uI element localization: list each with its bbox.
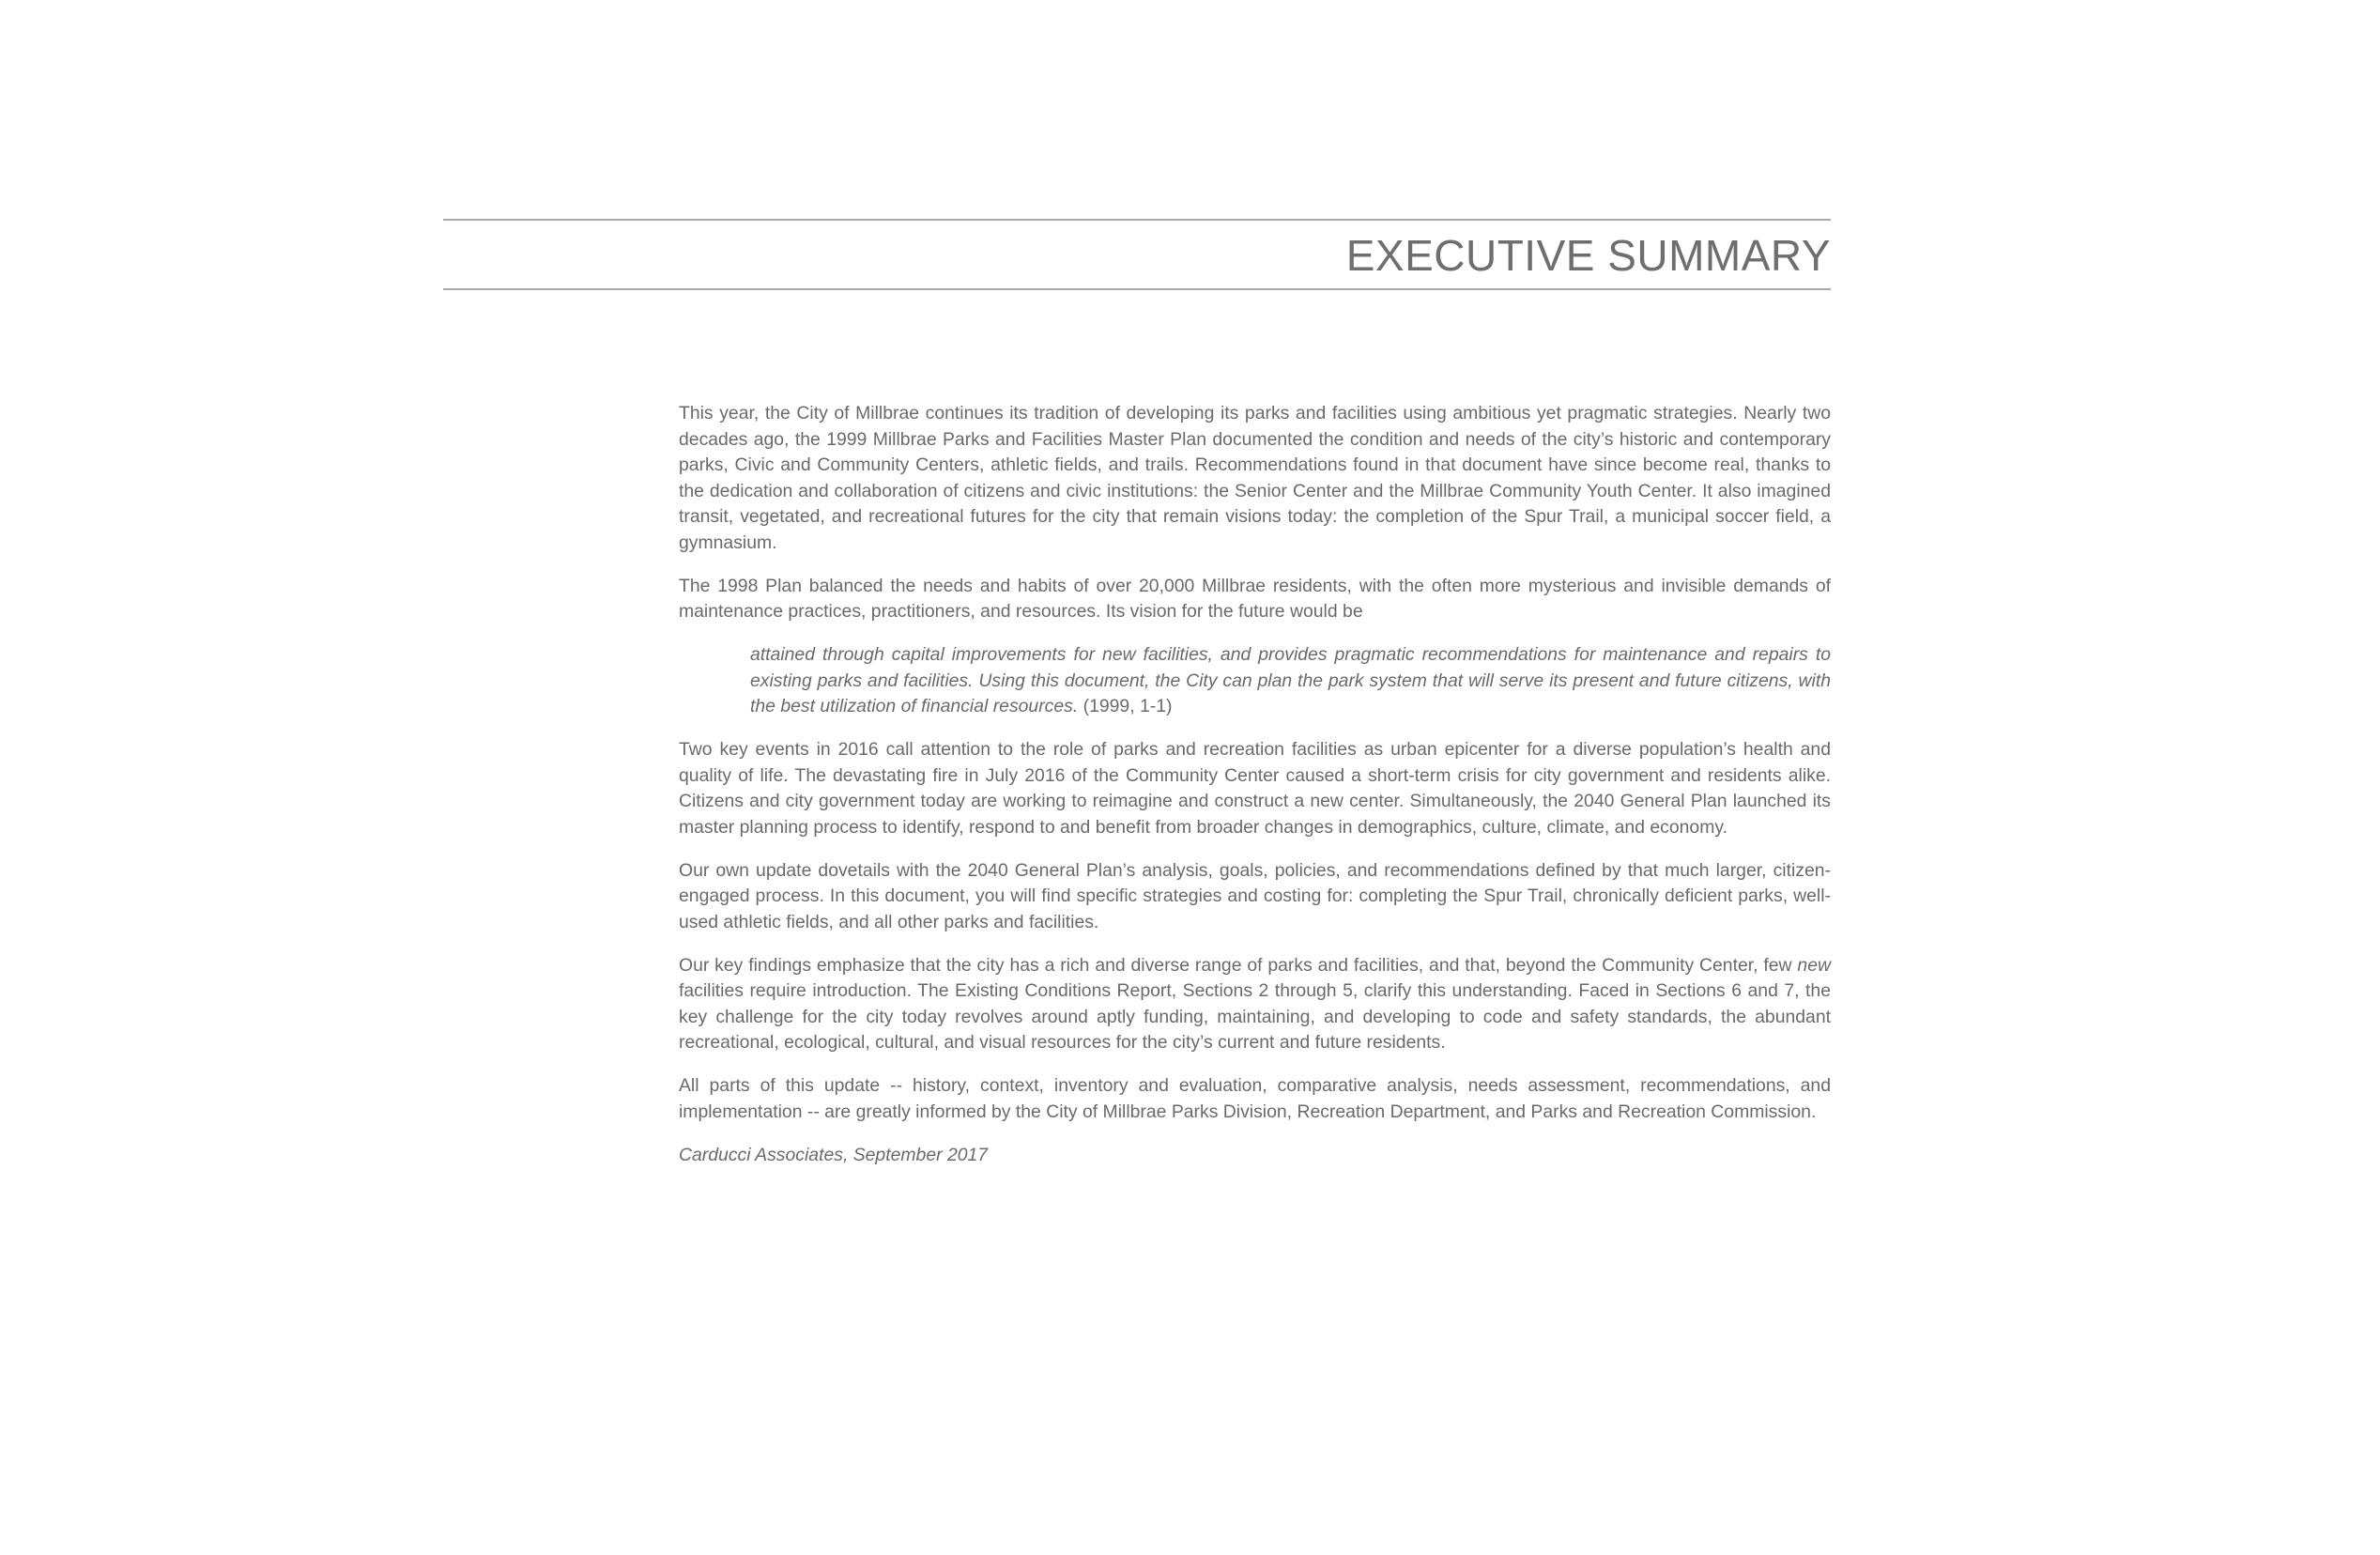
paragraph-5-emphasis: new <box>1797 954 1831 976</box>
block-quote <box>750 642 1831 720</box>
paragraph-2: The 1998 Plan balanced the needs and habits of over 20,000 Millbrae residents, with the often more mysterious and invisible demands of maintenance practices, practitioners, and resources. Its vision for the future would be <box>679 575 1831 622</box>
paragraph-5-start: Our key findings emphasize that the city has a rich and diverse range of parks and facilities, and that, beyond the Community Center, few <box>679 954 1798 976</box>
section-title: EXECUTIVE SUMMARY <box>1345 231 1831 280</box>
paragraph-1: This year, the City of Millbrae continues its tradition of developing its parks and facilities using ambitious yet pragmatic strategies. Nearly two decades ago, the 1999 Millbrae Parks and Facilities Master Plan documented the condition and needs of the city’s historic and contemporary parks, Civic and Community Centers, athletic fields, and trails. Recommendations found in that document have since become real, thanks to the dedication and collaboration of citizens and civic institutions: the Senior Center and the Millbrae Community Youth Center. It also imagined transit, vegetated, and recreational futures for the city that remain visions today: the completion of the Spur Trail, a municipal soccer field, a gymnasium. <box>679 403 1831 553</box>
quote-text: attained through capital improvements for new facilities, and provides pragmatic recommendations for maintenance and repairs to existing parks and facilities. Using this document, the City can plan the park system that will serve its present and future citizens, with the best utilization of financial resources. <box>750 644 1831 716</box>
header-top-rule <box>443 219 1831 221</box>
paragraph-5-end: facilities require introduction. The Existing Conditions Report, Sections 2 through 5, clarify this understanding. Faced in Sections 6 and 7, the key challenge for the city today revolves around aptly funding, maintaining, and developing to code and safety standards, the abundant recreational, ecological, cultural, and visual resources for the city’s current and future residents. <box>679 980 1831 1053</box>
signoff: Carducci Associates, September 2017 <box>679 1144 989 1165</box>
paragraph-6: All parts of this update -- history, context, inventory and evaluation, comparative analysis, needs assessment, recommendations, and implementation -- are greatly informed by the City of Millbrae Parks Division, Recreation Department, and Parks and Recreation Commission. <box>679 1075 1831 1122</box>
paragraph-5 <box>679 953 1831 1056</box>
paragraph-3: Two key events in 2016 call attention to the role of parks and recreation facilities as urban epicenter for a diverse population’s health and quality of life. The devastating fire in July 2016 of the Community Center caused a short-term crisis for city government and residents alike. Citizens and city government today are working to reimagine and construct a new center. Simultaneously, the 2040 General Plan launched its master planning process to identify, respond to and benefit from broader changes in demographics, culture, climate, and economy. <box>679 739 1831 838</box>
paragraph-4: Our own update dovetails with the 2040 General Plan’s analysis, goals, policies, and recommendations defined by that much larger, citizen-engaged process. In this document, you will find specific strategies and costing for: completing the Spur Trail, chronically deficient parks, well-used athletic fields, and all other parks and facilities. <box>679 859 1831 932</box>
quote-citation: (1999, 1-1) <box>1078 696 1173 716</box>
body-text <box>679 401 1831 1168</box>
header-bottom-rule <box>443 288 1831 290</box>
